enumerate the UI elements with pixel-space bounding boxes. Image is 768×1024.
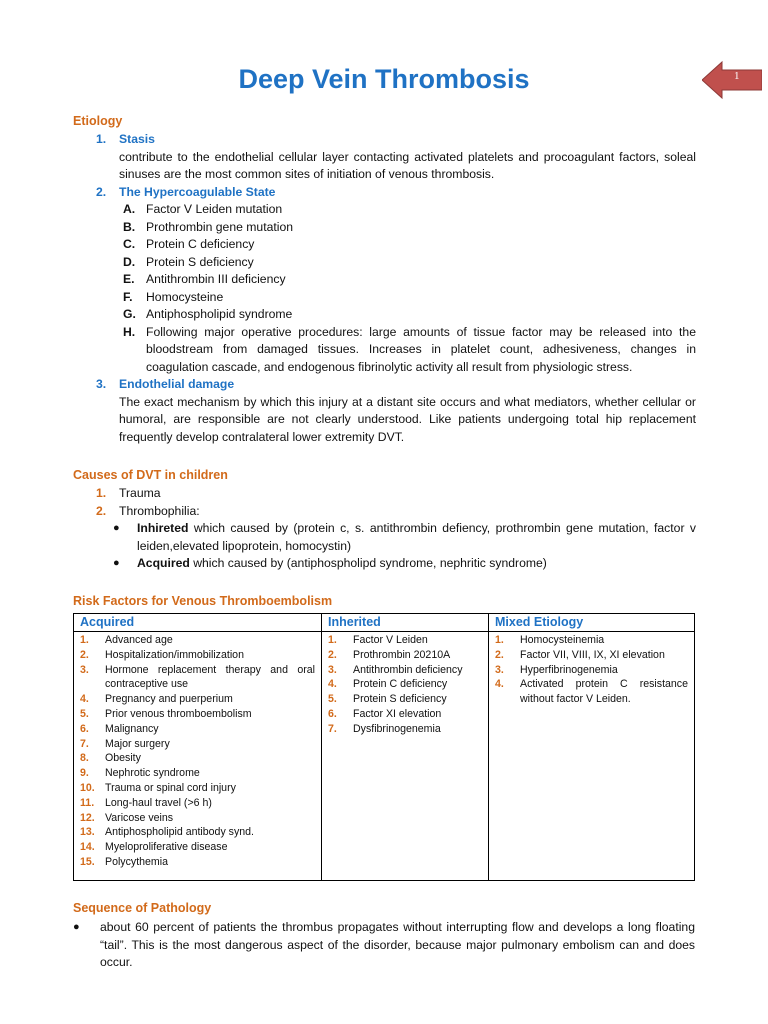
table-column bbox=[488, 614, 694, 880]
table-row bbox=[80, 855, 315, 870]
row-text: Advanced age bbox=[105, 634, 173, 646]
item-text: about 60 percent of patients the thrombus propagates without interrupting flow and develops a long floating “tail”. This is the most dangerous aspect of the disorder, because major pulmonary embolism can and does occur. bbox=[100, 920, 695, 969]
page-title: Deep Vein Thrombosis bbox=[238, 64, 530, 94]
item-letter: C. bbox=[123, 237, 136, 251]
table-row bbox=[328, 648, 482, 663]
item-bold: Inhireted bbox=[137, 521, 189, 535]
item-text: Thrombophilia: bbox=[119, 503, 200, 518]
thrombophilia-list bbox=[96, 520, 696, 573]
pathology-heading: Sequence of Pathology bbox=[73, 901, 212, 915]
column-header: Acquired bbox=[74, 614, 321, 632]
item-text: Protein S deficiency bbox=[146, 254, 254, 269]
row-number: 4. bbox=[495, 678, 504, 691]
bullet-icon: ● bbox=[73, 921, 80, 933]
item-text: Antiphospholipid syndrome bbox=[146, 307, 293, 321]
list-item bbox=[96, 503, 696, 521]
row-number: 2. bbox=[80, 648, 89, 661]
table-row bbox=[328, 677, 482, 692]
row-text: Hyperfibrinogenemia bbox=[520, 663, 618, 676]
row-text: Polycythemia bbox=[105, 855, 168, 868]
table-row bbox=[328, 692, 482, 707]
table-row bbox=[80, 737, 315, 752]
table-row bbox=[495, 677, 688, 707]
table-row bbox=[80, 648, 315, 663]
item-letter: D. bbox=[123, 254, 136, 269]
item-text: Trauma bbox=[119, 486, 161, 500]
list-item bbox=[113, 520, 696, 555]
etiology-item bbox=[96, 376, 696, 394]
etiology-item bbox=[96, 131, 696, 149]
row-text: Prior venous thromboembolism bbox=[105, 707, 252, 720]
table-row bbox=[495, 633, 688, 648]
item-number: 1. bbox=[96, 132, 107, 146]
table-row bbox=[328, 663, 482, 678]
table-row bbox=[80, 707, 315, 722]
bullet-icon: ● bbox=[113, 522, 120, 534]
item-letter: B. bbox=[123, 219, 136, 234]
row-number: 2. bbox=[495, 648, 504, 661]
item-number: 2. bbox=[96, 503, 107, 518]
list-item bbox=[123, 219, 696, 237]
children-heading: Causes of DVT in children bbox=[73, 468, 228, 482]
row-number: 3. bbox=[328, 663, 337, 676]
item-bold: Acquired bbox=[137, 556, 190, 570]
row-text: Hospitalization/immobilization bbox=[105, 648, 244, 661]
row-text: Malignancy bbox=[105, 722, 159, 735]
row-text: Pregnancy and puerperium bbox=[105, 693, 233, 706]
table-row bbox=[80, 811, 315, 826]
row-text: Factor V Leiden bbox=[353, 634, 428, 646]
list-item bbox=[96, 485, 696, 503]
table-row bbox=[80, 766, 315, 781]
row-text: Antiphospholipid antibody synd. bbox=[105, 826, 255, 839]
item-text: which caused by (protein c, s. antithrombin defiency, prothrombin gene mutation, factor v leiden,elevated lipoprotein, homocystin) bbox=[137, 521, 696, 553]
row-text: Activated protein C resistance without factor V Leiden. bbox=[520, 678, 688, 706]
row-number: 3. bbox=[495, 663, 504, 676]
column-header: Mixed Etiology bbox=[489, 614, 694, 632]
table-row bbox=[80, 633, 315, 648]
row-number: 2. bbox=[328, 648, 337, 661]
row-text: Protein C deficiency bbox=[353, 678, 448, 691]
row-number: 14. bbox=[80, 841, 95, 854]
row-number: 1. bbox=[80, 634, 89, 646]
column-body bbox=[322, 632, 488, 737]
hypercoagulable-list bbox=[96, 201, 696, 376]
table-row bbox=[80, 825, 315, 840]
page-number: 1 bbox=[734, 70, 740, 82]
item-number: 3. bbox=[96, 377, 107, 391]
item-text: Following major operative procedures: large amounts of tissue factor may be released into the bloodstream from damaged tissues. Increases in platelet count, adhesiveness, changes in coagulation cascade, and endogenous fibrinolytic activity all result from physiologic stress. bbox=[146, 324, 696, 374]
table-row bbox=[80, 692, 315, 707]
etiology-list bbox=[96, 131, 696, 446]
table-row bbox=[80, 722, 315, 737]
row-text: Dysfibrinogenemia bbox=[353, 722, 441, 735]
list-item bbox=[123, 271, 696, 289]
row-number: 5. bbox=[80, 707, 89, 720]
row-number: 8. bbox=[80, 752, 89, 765]
children-list bbox=[96, 485, 696, 573]
list-item bbox=[73, 919, 695, 972]
etiology-heading: Etiology bbox=[73, 114, 123, 128]
row-text: Protein S deficiency bbox=[353, 693, 447, 706]
row-number: 3. bbox=[80, 663, 89, 676]
row-text: Factor XI elevation bbox=[353, 707, 442, 720]
risk-factors-table bbox=[73, 613, 695, 881]
table-row bbox=[328, 707, 482, 722]
row-text: Prothrombin 20210A bbox=[353, 648, 451, 661]
item-title: Endothelial damage bbox=[119, 377, 235, 391]
item-number: 2. bbox=[96, 184, 107, 199]
list-item bbox=[123, 306, 696, 324]
row-text: Hormone replacement therapy and oral contraceptive use bbox=[105, 663, 315, 691]
risk-heading: Risk Factors for Venous Thromboembolism bbox=[73, 594, 333, 608]
row-text: Obesity bbox=[105, 752, 141, 765]
row-text: Antithrombin deficiency bbox=[353, 663, 463, 676]
table-column bbox=[321, 614, 488, 880]
row-text: Factor VII, VIII, IX, XI elevation bbox=[520, 648, 665, 661]
row-number: 12. bbox=[80, 811, 95, 824]
item-text: which caused by (antiphospholipd syndrome, nephritic syndrome) bbox=[189, 556, 547, 570]
list-item bbox=[123, 201, 696, 219]
row-text: Major surgery bbox=[105, 737, 170, 750]
item-letter: A. bbox=[123, 202, 136, 216]
row-number: 7. bbox=[80, 737, 89, 750]
row-text: Myeloproliferative disease bbox=[105, 841, 228, 854]
item-letter: H. bbox=[123, 324, 136, 339]
column-body bbox=[74, 632, 321, 870]
list-item bbox=[123, 254, 696, 272]
row-text: Long-haul travel (>6 h) bbox=[105, 796, 212, 809]
item-text: Homocysteine bbox=[146, 289, 224, 304]
row-number: 4. bbox=[80, 693, 89, 706]
row-text: Nephrotic syndrome bbox=[105, 767, 200, 780]
row-number: 4. bbox=[328, 678, 337, 691]
table-row bbox=[495, 648, 688, 663]
item-letter: G. bbox=[123, 307, 136, 321]
row-number: 5. bbox=[328, 693, 337, 706]
bullet-icon: ● bbox=[113, 557, 120, 569]
row-text: Trauma or spinal cord injury bbox=[105, 781, 236, 794]
item-number: 1. bbox=[96, 486, 107, 500]
table-row bbox=[80, 840, 315, 855]
item-title: The Hypercoagulable State bbox=[119, 184, 276, 199]
item-letter: F. bbox=[123, 289, 133, 304]
item-text: The exact mechanism by which this injury at a distant site occurs and what mediators, whether cellular or humoral, are responsible are not clearly understood. Like patients undergoing total hip replacement frequently develop contralateral lower extremity DVT. bbox=[119, 394, 696, 444]
table-row bbox=[328, 722, 482, 737]
list-item bbox=[123, 236, 696, 254]
item-text: Antithrombin III deficiency bbox=[146, 272, 286, 286]
row-number: 15. bbox=[80, 855, 95, 868]
item-letter: E. bbox=[123, 272, 135, 286]
table-row bbox=[80, 751, 315, 766]
table-row bbox=[80, 781, 315, 796]
item-text: Factor V Leiden mutation bbox=[146, 202, 283, 216]
row-number: 10. bbox=[80, 781, 95, 794]
item-text: Prothrombin gene mutation bbox=[146, 219, 294, 234]
row-number: 1. bbox=[328, 634, 337, 646]
item-text: contribute to the endothelial cellular layer contacting activated platelets and procoagulant factors, soleal sinuses are the most common sites of initiation of venous thrombosis. bbox=[119, 149, 696, 181]
row-number: 1. bbox=[495, 634, 504, 646]
table-row bbox=[328, 633, 482, 648]
table-column bbox=[74, 614, 321, 880]
table-row bbox=[80, 663, 315, 693]
item-text: Protein C deficiency bbox=[146, 237, 255, 251]
column-body bbox=[489, 632, 694, 707]
pathology-list bbox=[73, 919, 695, 972]
row-number: 13. bbox=[80, 826, 95, 839]
row-number: 7. bbox=[328, 722, 337, 735]
etiology-item bbox=[96, 184, 696, 202]
row-text: Varicose veins bbox=[105, 811, 174, 824]
item-title: Stasis bbox=[119, 132, 155, 146]
table-row bbox=[495, 663, 688, 678]
column-header: Inherited bbox=[322, 614, 488, 632]
list-item bbox=[113, 555, 696, 573]
row-number: 11. bbox=[80, 796, 95, 809]
row-text: Homocysteinemia bbox=[520, 634, 605, 646]
row-number: 6. bbox=[80, 722, 89, 735]
table-row bbox=[80, 796, 315, 811]
list-item bbox=[123, 289, 696, 307]
row-number: 9. bbox=[80, 767, 89, 780]
list-item bbox=[123, 324, 696, 377]
row-number: 6. bbox=[328, 707, 337, 720]
